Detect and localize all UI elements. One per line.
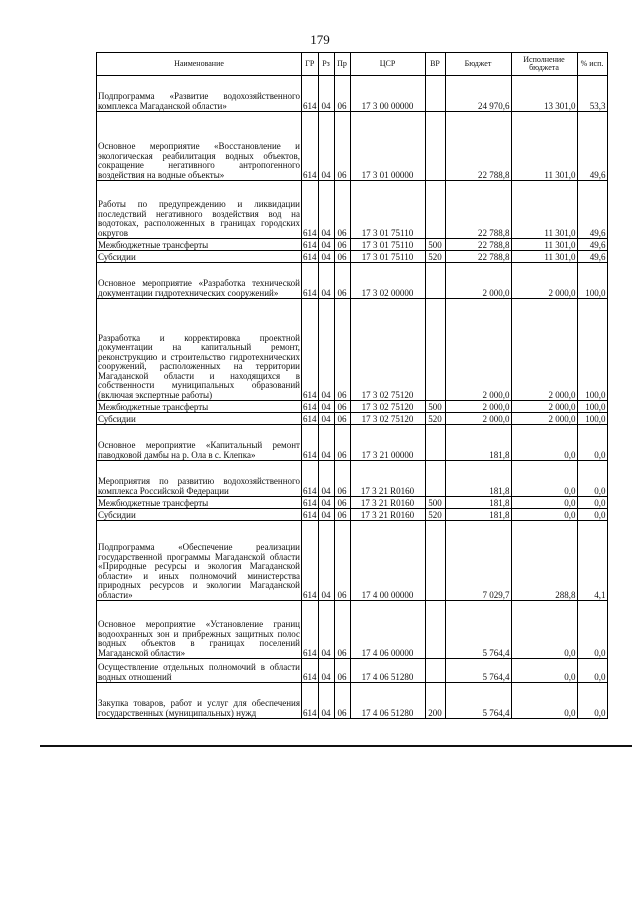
cell-csr: 17 3 21 R0160 [350, 497, 425, 509]
cell-budget: 5 764,4 [445, 601, 511, 659]
cell-rz: 04 [318, 263, 334, 299]
cell-vr [425, 659, 445, 683]
cell-pr: 06 [334, 76, 350, 112]
cell-csr: 17 3 02 75120 [350, 401, 425, 413]
cell-rz: 04 [318, 299, 334, 401]
header-execution: Исполнение бюджета [511, 53, 577, 76]
cell-csr: 17 3 02 75120 [350, 413, 425, 425]
cell-rz: 04 [318, 251, 334, 263]
header-name: Наименование [97, 53, 302, 76]
header-csr: ЦСР [350, 53, 425, 76]
cell-percent: 0,0 [577, 425, 607, 461]
cell-execution: 2 000,0 [511, 263, 577, 299]
cell-name: Разработка и корректировка проектной документации на капитальный ремонт, реконструкцию и строительство гидротехнических сооружений, расположенных на территории Магаданской области и находящихся в собственности муниципальных образований (включая экспертные работы) [97, 299, 302, 401]
cell-name: Субсидии [97, 251, 302, 263]
cell-budget: 181,8 [445, 461, 511, 497]
cell-csr: 17 3 01 75110 [350, 239, 425, 251]
cell-percent: 0,0 [577, 601, 607, 659]
table-row [97, 239, 608, 251]
cell-pr: 06 [334, 461, 350, 497]
cell-gr: 614 [302, 521, 319, 601]
cell-pr: 06 [334, 299, 350, 401]
cell-csr: 17 3 02 00000 [350, 263, 425, 299]
cell-pr: 06 [334, 263, 350, 299]
cell-execution: 11 301,0 [511, 112, 577, 181]
cell-pr: 06 [334, 521, 350, 601]
cell-pr: 06 [334, 425, 350, 461]
cell-vr: 200 [425, 683, 445, 719]
cell-budget: 2 000,0 [445, 263, 511, 299]
cell-csr: 17 4 06 51280 [350, 659, 425, 683]
cell-execution: 2 000,0 [511, 413, 577, 425]
cell-rz: 04 [318, 461, 334, 497]
cell-rz: 04 [318, 181, 334, 239]
cell-execution: 11 301,0 [511, 239, 577, 251]
cell-execution: 0,0 [511, 425, 577, 461]
cell-gr: 614 [303, 497, 317, 508]
cell-pr: 06 [334, 401, 350, 413]
cell-csr: 17 3 01 75110 [350, 181, 425, 239]
cell-csr: 17 3 21 R0160 [350, 509, 425, 521]
cell-gr: 614 [302, 601, 319, 659]
cell-rz: 04 [318, 112, 334, 181]
table-row [97, 509, 608, 521]
cell-csr: 17 4 06 00000 [350, 601, 425, 659]
cell-pr: 06 [334, 239, 350, 251]
cell-name: Закупка товаров, работ и услуг для обеспечения государственных (муниципальных) нужд [97, 683, 302, 719]
cell-rz: 04 [318, 509, 334, 521]
cell-vr [425, 76, 445, 112]
cell-percent: 4,1 [577, 521, 607, 601]
cell-vr [425, 601, 445, 659]
table-row [97, 181, 608, 239]
cell-pr: 06 [334, 683, 350, 719]
cell-budget: 22 788,8 [445, 181, 511, 239]
cell-vr [425, 263, 445, 299]
cell-rz: 04 [318, 413, 334, 425]
cell-rz: 04 [318, 521, 334, 601]
cell-name: Подпрограмма «Обеспечение реализации государственной программы Магаданской области «Природные ресурсы и экология Магаданской области» и иных полномочий министерства природных ресурсов и экологии Магаданской области» [97, 521, 302, 601]
table-row [97, 263, 608, 299]
cell-gr: 614 [302, 425, 319, 461]
cell-name: Основное мероприятие «Восстановление и экологическая реабилитация водных объектов, сокращение негативного антропогенного воздействия на водные объекты» [97, 112, 302, 181]
table-row [97, 683, 608, 719]
cell-budget: 2 000,0 [445, 299, 511, 401]
table-row [97, 601, 608, 659]
cell-execution: 13 301,0 [511, 76, 577, 112]
cell-budget: 22 788,8 [445, 251, 511, 263]
cell-vr: 500 [425, 401, 445, 413]
header-vr: ВР [425, 53, 445, 76]
table-header-row [97, 53, 608, 76]
header-budget: Бюджет [445, 53, 511, 76]
footer-divider [40, 745, 632, 747]
table-row [97, 401, 608, 413]
cell-budget: 2 000,0 [445, 413, 511, 425]
cell-percent: 100,0 [577, 263, 607, 299]
cell-budget: 5 764,4 [445, 683, 511, 719]
cell-gr: 614 [302, 76, 319, 112]
cell-name: Межбюджетные трансферты [97, 401, 302, 413]
cell-csr: 17 4 06 51280 [350, 683, 425, 719]
table-row [97, 425, 608, 461]
cell-pr: 06 [334, 413, 350, 425]
cell-budget: 22 788,8 [445, 112, 511, 181]
cell-percent: 0,0 [577, 497, 607, 509]
cell-gr: 614 [303, 413, 317, 424]
header-percent: % исп. [577, 53, 607, 76]
cell-percent: 49,6 [577, 239, 607, 251]
cell-execution: 0,0 [511, 497, 577, 509]
cell-vr: 500 [425, 497, 445, 509]
cell-budget: 181,8 [445, 425, 511, 461]
cell-name: Основное мероприятие «Установление границ водоохранных зон и прибрежных защитных полос водных объектов в границах поселений Магаданской области» [97, 601, 302, 659]
cell-vr [425, 521, 445, 601]
table-row [97, 251, 608, 263]
cell-percent: 0,0 [577, 509, 607, 521]
cell-vr: 520 [425, 413, 445, 425]
cell-csr: 17 3 21 R0160 [350, 461, 425, 497]
cell-execution: 288,8 [511, 521, 577, 601]
cell-execution: 0,0 [511, 461, 577, 497]
cell-percent: 0,0 [577, 659, 607, 683]
cell-vr: 520 [425, 251, 445, 263]
cell-name: Субсидии [97, 509, 302, 521]
header-pr: Пр [334, 53, 350, 76]
cell-vr [425, 461, 445, 497]
cell-pr: 06 [334, 181, 350, 239]
cell-execution: 0,0 [511, 601, 577, 659]
cell-budget: 7 029,7 [445, 521, 511, 601]
cell-gr: 614 [302, 461, 319, 497]
cell-csr: 17 3 02 75120 [350, 299, 425, 401]
cell-percent: 49,6 [577, 112, 607, 181]
cell-csr: 17 4 00 00000 [350, 521, 425, 601]
cell-vr [425, 425, 445, 461]
cell-vr [425, 112, 445, 181]
cell-execution: 0,0 [511, 509, 577, 521]
cell-gr: 614 [302, 299, 319, 401]
table-row [97, 299, 608, 401]
cell-csr: 17 3 21 00000 [350, 425, 425, 461]
budget-table [96, 52, 608, 719]
cell-csr: 17 3 00 00000 [350, 76, 425, 112]
cell-percent: 100,0 [577, 413, 607, 425]
cell-gr: 614 [302, 263, 319, 299]
table-row [97, 112, 608, 181]
cell-budget: 181,8 [445, 497, 511, 509]
cell-rz: 04 [318, 601, 334, 659]
cell-percent: 0,0 [577, 461, 607, 497]
cell-gr: 614 [302, 181, 319, 239]
table-row [97, 413, 608, 425]
cell-gr: 614 [303, 239, 317, 250]
cell-vr [425, 299, 445, 401]
cell-gr: 614 [303, 251, 317, 262]
cell-rz: 04 [318, 76, 334, 112]
cell-vr: 500 [425, 239, 445, 251]
cell-percent: 53,3 [577, 76, 607, 112]
cell-gr: 614 [302, 659, 319, 683]
cell-csr: 17 3 01 75110 [350, 251, 425, 263]
table-row [97, 659, 608, 683]
cell-csr: 17 3 01 00000 [350, 112, 425, 181]
cell-execution: 11 301,0 [511, 181, 577, 239]
cell-vr [425, 181, 445, 239]
cell-pr: 06 [334, 497, 350, 509]
cell-percent: 49,6 [577, 181, 607, 239]
cell-pr: 06 [334, 659, 350, 683]
cell-rz: 04 [318, 683, 334, 719]
cell-execution: 0,0 [511, 683, 577, 719]
table-row [97, 461, 608, 497]
header-rz: Рз [318, 53, 334, 76]
cell-name: Субсидии [97, 413, 302, 425]
cell-name: Основное мероприятие «Капитальный ремонт паводковой дамбы на р. Ола в с. Клепка» [97, 425, 302, 461]
cell-rz: 04 [318, 497, 334, 509]
cell-percent: 49,6 [577, 251, 607, 263]
cell-budget: 24 970,6 [445, 76, 511, 112]
cell-name: Осуществление отдельных полномочий в области водных отношений [97, 659, 302, 683]
table-row [97, 497, 608, 509]
cell-name: Межбюджетные трансферты [97, 239, 302, 251]
cell-execution: 11 301,0 [511, 251, 577, 263]
cell-percent: 0,0 [577, 683, 607, 719]
cell-rz: 04 [318, 401, 334, 413]
cell-pr: 06 [334, 251, 350, 263]
cell-pr: 06 [334, 112, 350, 181]
cell-percent: 100,0 [577, 299, 607, 401]
cell-execution: 2 000,0 [511, 401, 577, 413]
cell-budget: 5 764,4 [445, 659, 511, 683]
cell-execution: 2 000,0 [511, 299, 577, 401]
cell-rz: 04 [318, 239, 334, 251]
cell-pr: 06 [334, 509, 350, 521]
cell-name: Мероприятия по развитию водохозяйственного комплекса Российской Федерации [97, 461, 302, 497]
cell-rz: 04 [318, 425, 334, 461]
cell-pr: 06 [334, 601, 350, 659]
cell-vr: 520 [425, 509, 445, 521]
cell-gr: 614 [302, 112, 319, 181]
cell-name: Межбюджетные трансферты [97, 497, 302, 509]
cell-gr: 614 [302, 683, 319, 719]
table-body [97, 76, 608, 719]
cell-budget: 2 000,0 [445, 401, 511, 413]
cell-name: Основное мероприятие «Разработка технической документации гидротехнических сооружений» [97, 263, 302, 299]
cell-percent: 100,0 [577, 401, 607, 413]
table-row [97, 521, 608, 601]
table-row [97, 76, 608, 112]
cell-name: Работы по предупреждению и ликвидации последствий негативного воздействия вод на водотоках, расположенных в границах городских округов [97, 181, 302, 239]
cell-budget: 22 788,8 [445, 239, 511, 251]
cell-execution: 0,0 [511, 659, 577, 683]
cell-gr: 614 [303, 509, 317, 520]
page-number: 179 [310, 32, 330, 47]
header-gr: ГР [302, 53, 319, 76]
cell-rz: 04 [318, 659, 334, 683]
cell-gr: 614 [303, 401, 317, 412]
cell-name: Подпрограмма «Развитие водохозяйственного комплекса Магаданской области» [97, 76, 302, 112]
cell-budget: 181,8 [445, 509, 511, 521]
